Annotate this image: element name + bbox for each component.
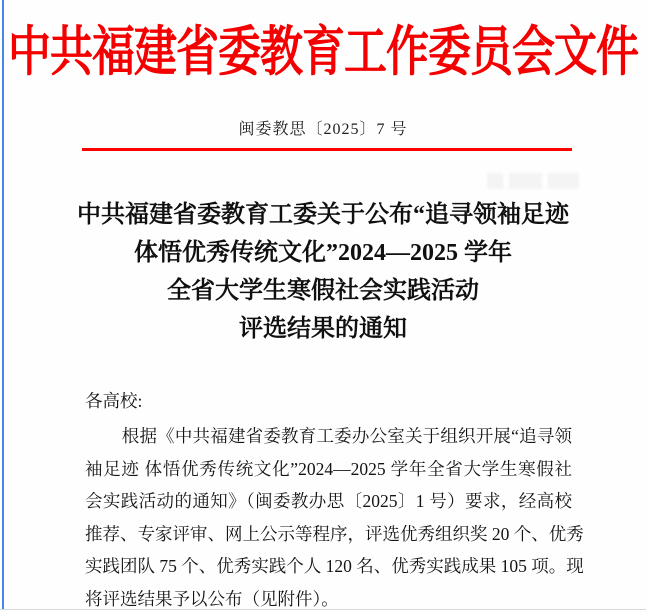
red-divider-line [82,148,572,151]
text-line: 评选结果的通知 [239,316,407,342]
salutation: 各高校: [85,391,143,411]
left-blue-border-line [2,0,4,610]
text-line: 实践团队 75 个、优秀实践个人 120 名、优秀实践成果 105 项。现 [85,556,584,577]
text-line: 根据《中共福建省委教育工委办公室关于组织开展“追寻领 [121,426,572,446]
text-line: 会实践活动的通知》（闽委教办思〔2025〕1 号）要求，经高校 [85,491,572,512]
notice-title [40,196,606,348]
scan-artifact [487,173,579,189]
text-line: 将评选结果予以公布（见附件）。 [85,588,339,609]
notice-body-paragraph [85,420,584,610]
document-reference-number: 闽委教思〔2025〕7 号 [238,121,408,138]
text-line: 体悟优秀传统文化”2024—2025 学年 [134,240,512,266]
text-line: 中共福建省委教育工委关于公布“追寻领袖足迹 [77,202,569,228]
text-line: 袖足迹 体悟优秀传统文化”2024—2025 学年全省大学生寒假社 [85,458,572,479]
text-line: 推荐、专家评审、网上公示等程序，评选优秀组织奖 20 个、优秀 [85,523,584,544]
document-header-title: 中共福建省委教育工作委员会文件 [8,23,638,83]
text-line: 全省大学生寒假社会实践活动 [167,278,479,304]
